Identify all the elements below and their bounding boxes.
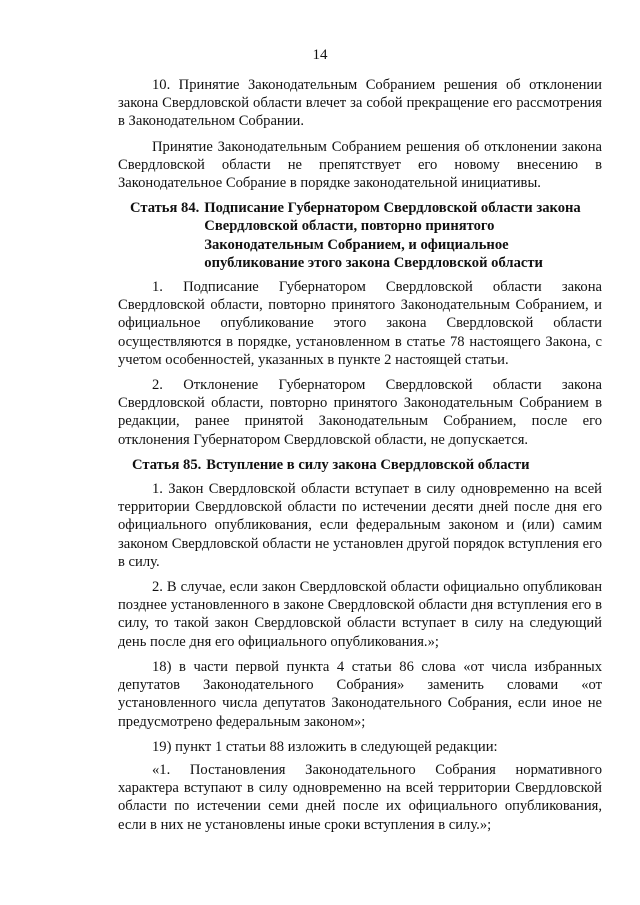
article-84-paragraph-2: 2. Отклонение Губернатором Свердловской области закона Свердловской области, повторно принятого Законодательным Собранием в редакции, ранее принятой Законодательным Собранием, после его отклонения Губернатором Свердловской области, не допускается.	[118, 377, 602, 448]
document-body	[118, 76, 602, 841]
paragraph-resubmission: Принятие Законодательным Собранием решения об отклонении закона Свердловской области не препятствует его новому внесению в Законодательное Собрание в порядке законодательной инициативы.	[118, 138, 602, 192]
article-84-label: Статья 84.	[130, 200, 200, 217]
article-85-paragraph-1: 1. Закон Свердловской области вступает в силу одновременно на всей территории Свердловской области по истечении десяти дней после дня его официального опубликования, если федеральным законом и (или) самим законом Свердловской области не установлен другой порядок вступления его в силу.	[118, 481, 602, 570]
article-85-paragraph-2: 2. В случае, если закон Свердловской области официально опубликован позднее установленного в законе Свердловской области дня вступления его в силу, то такой закон Свердловской области вступает в силу на следующий день после дня его официального опубликования.»;	[118, 579, 602, 650]
article-85-title: Вступление в силу закона Свердловской области	[206, 456, 530, 473]
amendment-item-19-text: «1. Постановления Законодательного Собрания нормативного характера вступают в силу одновременно на всей территории Свердловской области по истечении семи дней после их официального опубликования, если в них не установлены иные сроки вступления в силу.»;	[118, 761, 602, 833]
article-85-label: Статья 85.	[132, 456, 202, 473]
paragraph-10-rejection-effect: 10. Принятие Законодательным Собранием решения об отклонении закона Свердловской области влечет за собой прекращение его рассмотрения в Законодательном Собрании.	[118, 77, 602, 130]
article-85-heading	[118, 456, 602, 474]
amendment-item-19: 19) пункт 1 статьи 88 изложить в следующей редакции:	[152, 738, 498, 755]
amendment-item-18: 18) в части первой пункта 4 статьи 86 слова «от числа избранных депутатов Законодательного Собрания» заменить словами «от установленного числа депутатов Законодательного Собрания, если иное не предусмотрено федеральным законом»;	[118, 658, 602, 730]
article-84-paragraph-1: 1. Подписание Губернатором Свердловской области закона Свердловской области, повторно принятого Законодательным Собранием, и официальное опубликование этого закона Свердловской области осуществляются в порядке, установленном в статье 78 настоящего Закона, с учетом особенностей, указанных в пункте 2 настоящей статьи.	[118, 279, 602, 368]
article-84-heading	[118, 199, 602, 272]
page-number: 14	[312, 47, 328, 63]
article-84-title: Подписание Губернатором Свердловской области закона Свердловской области, повторно принятого Законодательным Собранием, и официальное опубликование этого закона Свердловской области	[204, 200, 581, 271]
